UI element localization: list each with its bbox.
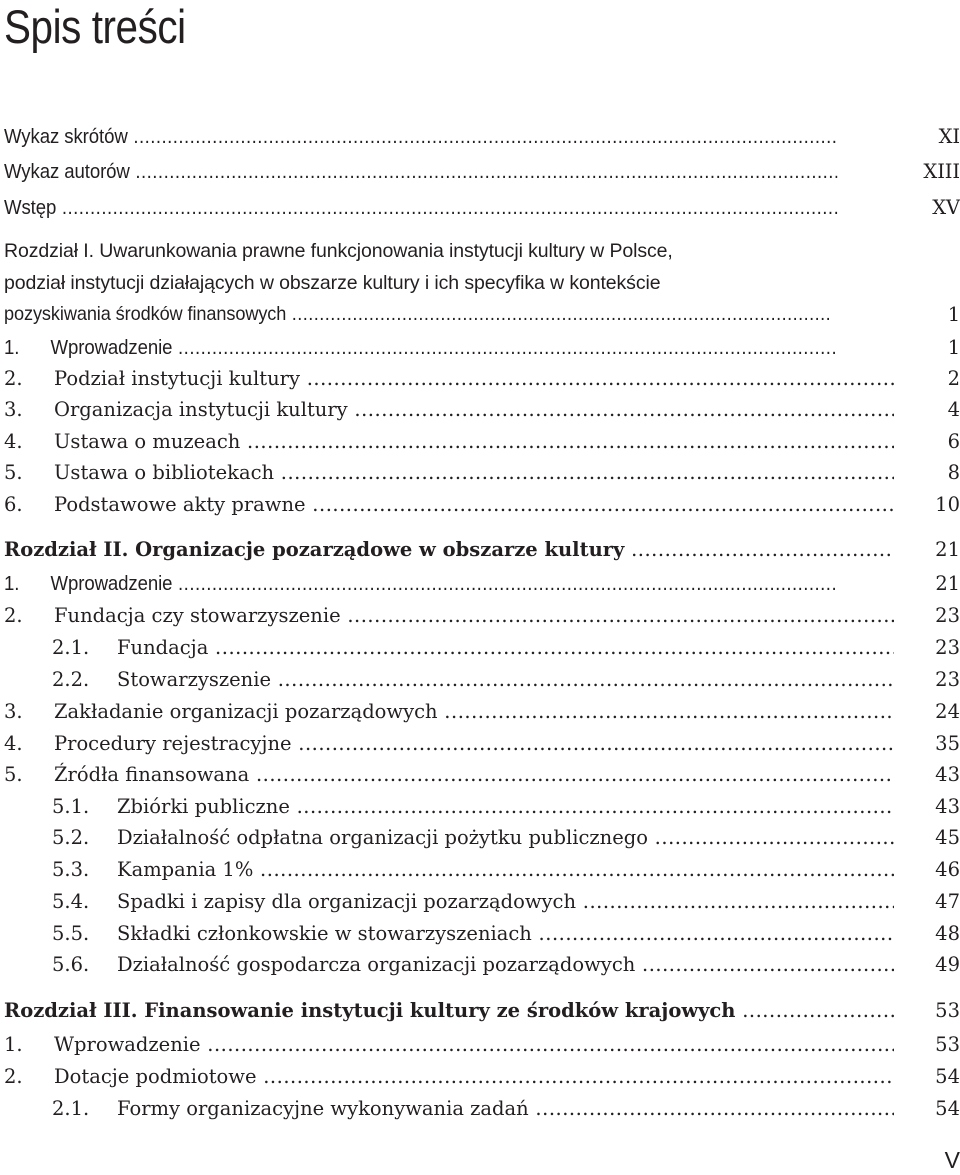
toc-entry-page: 10 xyxy=(935,493,960,516)
toc-entry-label: Procedury rejestracyjne xyxy=(54,732,292,755)
toc-entry-label: Działalność odpłatna organizacji pożytku publicznego xyxy=(117,826,648,849)
toc-entry[interactable] xyxy=(4,1094,960,1124)
toc-entry-number: 2.2. xyxy=(52,668,90,691)
toc-entry[interactable] xyxy=(4,697,960,727)
chapter-1-title-line-2: podział instytucji działających w obszarze kultury i ich specyfika w kontekście xyxy=(4,271,661,294)
toc-entry-page: 1 xyxy=(947,336,960,359)
toc-entry-label: Formy organizacyjne wykonywania zadań xyxy=(117,1097,529,1120)
toc-entry-page: 48 xyxy=(935,922,960,945)
toc-entry-number: 5.5. xyxy=(52,922,90,945)
toc-entry[interactable] xyxy=(4,427,960,457)
toc-entry-abbreviations[interactable] xyxy=(4,122,960,152)
toc-entry[interactable] xyxy=(4,665,960,695)
toc-entry-number: 1. xyxy=(4,573,20,595)
toc-entry-authors[interactable] xyxy=(4,157,960,187)
chapter-1-title-line-1: Rozdział I. Uwarunkowania prawne funkcjonowania instytucji kultury w Polsce, xyxy=(4,240,673,262)
toc-entry[interactable] xyxy=(4,490,960,520)
toc-entry-number: 5.2. xyxy=(52,826,90,849)
toc-entry-number: 5. xyxy=(4,461,23,484)
toc-entry-label: Podstawowe akty prawne xyxy=(54,493,306,516)
toc-entry-page: 43 xyxy=(935,795,960,818)
toc-entry-label: Zakładanie organizacji pozarządowych xyxy=(54,700,438,723)
toc-entry-page: 49 xyxy=(935,953,960,976)
toc-entry-page: 45 xyxy=(935,826,960,849)
toc-entry-label: Ustawa o muzeach xyxy=(54,430,241,453)
toc-entry[interactable] xyxy=(4,633,960,663)
toc-entry-label: Spadki i zapisy dla organizacji pozarządowych xyxy=(117,890,577,913)
toc-entry[interactable] xyxy=(4,395,960,425)
toc-entry-label: Wykaz skrótów xyxy=(4,126,128,148)
toc-entry-introduction[interactable] xyxy=(4,193,960,223)
toc-entry-page: 54 xyxy=(935,1065,960,1088)
page-title: Spis treści xyxy=(4,0,186,53)
toc-entry-page: XV xyxy=(932,196,960,219)
toc-entry-number: 5. xyxy=(4,763,23,786)
toc-entry-page: 23 xyxy=(935,668,960,691)
toc-entry[interactable] xyxy=(4,855,960,885)
chapter-3-title: Rozdział III. Finansowanie instytucji kultury ze środków krajowych xyxy=(4,999,736,1022)
toc-entry-page: 23 xyxy=(935,636,960,659)
toc-entry[interactable] xyxy=(4,458,960,488)
toc-entry-label: Wykaz autorów xyxy=(4,161,130,183)
toc-entry-label: Wstęp xyxy=(4,197,57,219)
chapter-3-page: 53 xyxy=(935,999,960,1022)
toc-entry-label: Wprowadzenie xyxy=(50,573,173,595)
toc-entry-page: 47 xyxy=(935,890,960,913)
chapter-2-page: 21 xyxy=(935,538,960,561)
toc-entry-page: 23 xyxy=(935,604,960,627)
chapter-1-title-line-3: pozyskiwania środków finansowych xyxy=(4,303,287,325)
toc-entry[interactable] xyxy=(4,333,960,363)
toc-entry-label: Źródła finansowana xyxy=(54,763,250,786)
toc-entry-number: 2.1. xyxy=(52,1097,90,1120)
toc-entry-label: Działalność gospodarcza organizacji pozarządowych xyxy=(117,953,636,976)
toc-entry-number: 4. xyxy=(4,430,23,453)
toc-entry-number: 2. xyxy=(4,1065,23,1088)
toc-entry[interactable] xyxy=(4,887,960,917)
toc-entry-label: Stowarzyszenie xyxy=(117,668,272,691)
toc-entry-number: 5.6. xyxy=(52,953,90,976)
toc-entry-number: 1. xyxy=(4,1033,23,1056)
toc-entry-page: 35 xyxy=(935,732,960,755)
toc-entry-number: 2.1. xyxy=(52,636,90,659)
toc-chapter-1[interactable] xyxy=(4,236,960,331)
toc-entry-page: 4 xyxy=(947,398,960,421)
toc-entry-page: 8 xyxy=(947,461,960,484)
toc-entry-number: 5.4. xyxy=(52,890,90,913)
toc-entry-page: 46 xyxy=(935,858,960,881)
toc-entry[interactable] xyxy=(4,1030,960,1060)
toc-entry-label: Organizacja instytucji kultury xyxy=(54,398,348,421)
toc-entry-label: Kampania 1% xyxy=(117,858,254,881)
toc-entry-label: Fundacja xyxy=(117,636,209,659)
toc-entry[interactable] xyxy=(4,569,960,599)
toc-entry-label: Fundacja czy stowarzyszenie xyxy=(54,604,341,627)
toc-entry-page: 54 xyxy=(935,1097,960,1120)
toc-entry-number: 4. xyxy=(4,732,23,755)
toc-entry-label: Dotacje podmiotowe xyxy=(54,1065,257,1088)
toc-entry-page: 53 xyxy=(935,1033,960,1056)
toc-entry-number: 3. xyxy=(4,700,23,723)
toc-entry[interactable] xyxy=(4,823,960,853)
toc-entry[interactable] xyxy=(4,364,960,394)
chapter-1-page: 1 xyxy=(947,303,960,326)
toc-entry-label: Ustawa o bibliotekach xyxy=(54,461,275,484)
toc-entry-page: 2 xyxy=(947,367,960,390)
toc-entry-number: 2. xyxy=(4,367,23,390)
toc-entry-number: 5.3. xyxy=(52,858,90,881)
toc-entry-number: 3. xyxy=(4,398,23,421)
toc-entry-page: XIII xyxy=(923,160,960,183)
toc-entry-number: 1. xyxy=(4,337,20,359)
toc-entry-number: 6. xyxy=(4,493,23,516)
toc-chapter-3[interactable] xyxy=(4,996,960,1026)
chapter-2-title: Rozdział II. Organizacje pozarządowe w obszarze kultury xyxy=(4,538,625,561)
toc-entry-page: 24 xyxy=(935,700,960,723)
toc-entry-page: 6 xyxy=(947,430,960,453)
toc-entry-number: 5.1. xyxy=(52,795,90,818)
toc-entry-page: XI xyxy=(938,125,960,148)
toc-entry-label: Podział instytucji kultury xyxy=(54,367,301,390)
toc-entry[interactable] xyxy=(4,601,960,631)
toc-entry-label: Zbiórki publiczne xyxy=(117,795,290,818)
toc-entry[interactable] xyxy=(4,919,960,949)
toc-entry-label: Składki członkowskie w stowarzyszeniach xyxy=(117,922,532,945)
page-number: V xyxy=(944,1147,960,1173)
toc-entry-label: Wprowadzenie xyxy=(50,337,173,359)
toc-entry-page: 43 xyxy=(935,763,960,786)
toc-entry-page: 21 xyxy=(935,572,960,595)
toc-entry[interactable] xyxy=(4,760,960,790)
toc-entry[interactable] xyxy=(4,950,960,980)
toc-chapter-2[interactable] xyxy=(4,535,960,565)
toc-entry[interactable] xyxy=(4,792,960,822)
toc-entry-label: Wprowadzenie xyxy=(54,1033,201,1056)
toc-entry[interactable] xyxy=(4,1062,960,1092)
toc-entry[interactable] xyxy=(4,729,960,759)
toc-entry-number: 2. xyxy=(4,604,23,627)
